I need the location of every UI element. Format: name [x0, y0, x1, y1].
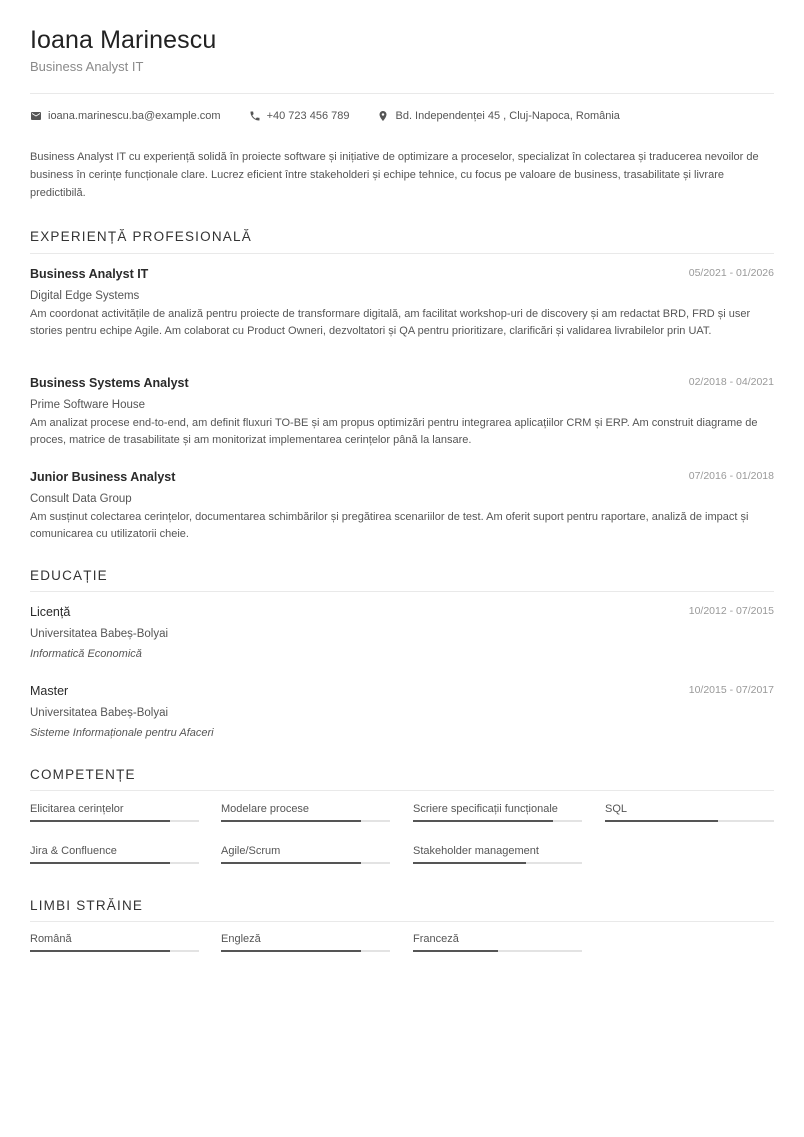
language-label: Română: [30, 933, 72, 945]
language-level-bar: [30, 950, 199, 952]
job-title: Business Systems Analyst: [30, 376, 189, 390]
education-field: Informatică Economică: [30, 648, 142, 660]
language-label: Franceză: [413, 933, 459, 945]
section-title-languages: LIMBI STRĂINE: [30, 898, 144, 913]
skill-label: SQL: [605, 803, 628, 815]
skill-item: [221, 845, 390, 857]
skill-label: Modelare procese: [221, 803, 310, 815]
location-pin-icon: [377, 110, 389, 122]
language-level-fill: [221, 950, 361, 952]
skill-item: [413, 803, 582, 815]
contact-phone-text: +40 723 456 789: [266, 110, 350, 122]
job-company: Consult Data Group: [30, 493, 132, 505]
section-divider-education: [30, 591, 774, 592]
skill-level-bar: [221, 862, 390, 864]
skill-level-bar: [605, 820, 774, 822]
skill-item: [413, 845, 582, 857]
language-item: [221, 933, 390, 945]
section-title-education: EDUCAȚIE: [30, 568, 108, 583]
skill-label: Scriere specificații funcționale: [413, 803, 558, 815]
job-description: Am coordonat activitățile de analiză pentru proiecte de transformare digitală, am facilitat workshop-uri de discovery și am redactat BRD, FRD și user stories pentru echipe Agile. Am colaborat cu Product Owneri, dezvoltatori și QA pentru prioritizare, clarificări și validarea livrabilelor prin UAT.: [30, 308, 751, 337]
skill-level-fill: [413, 862, 526, 864]
skill-level-fill: [221, 820, 361, 822]
language-label: Engleză: [221, 933, 261, 945]
skill-level-fill: [30, 820, 170, 822]
skill-item: [605, 803, 774, 815]
contact-email[interactable]: [30, 110, 221, 122]
experience-item: [30, 470, 774, 542]
skill-level-bar: [413, 862, 582, 864]
language-level-bar: [413, 950, 582, 952]
contact-bar: [30, 110, 648, 122]
skill-level-fill: [605, 820, 718, 822]
phone-icon: [249, 110, 261, 122]
job-description: Am susținut colectarea cerințelor, documentarea schimbărilor și pregătirea scenariilor de test. Am oferit suport pentru raportare, analiză de impact și comunicarea cu utilizatorii cheie.: [30, 511, 749, 540]
header-divider: [30, 93, 774, 94]
skill-label: Agile/Scrum: [221, 845, 281, 857]
skill-level-fill: [413, 820, 553, 822]
education-field: Sisteme Informaționale pentru Afaceri: [30, 727, 214, 739]
job-title: Business Analyst IT: [30, 267, 149, 281]
contact-email-text: ioana.marinescu.ba@example.com: [48, 110, 221, 122]
skill-level-bar: [30, 862, 199, 864]
skill-label: Jira & Confluence: [30, 845, 117, 857]
job-company: Digital Edge Systems: [30, 290, 140, 302]
language-level-fill: [413, 950, 498, 952]
contact-address: [377, 110, 619, 122]
skill-label: Elicitarea cerințelor: [30, 803, 124, 815]
candidate-title: Business Analyst IT: [30, 59, 144, 74]
mail-icon: [30, 110, 42, 122]
skill-label: Stakeholder management: [413, 845, 539, 857]
education-dates: 10/2015 - 07/2017: [688, 684, 774, 696]
skill-level-fill: [221, 862, 361, 864]
experience-item: [30, 376, 774, 448]
skill-level-fill: [30, 862, 170, 864]
education-item: [30, 605, 774, 660]
contact-phone[interactable]: [249, 110, 350, 122]
education-degree: Licență: [30, 605, 71, 619]
education-dates: 10/2012 - 07/2015: [688, 605, 774, 617]
education-degree: Master: [30, 684, 69, 698]
experience-item: [30, 267, 774, 339]
job-dates: 02/2018 - 04/2021: [688, 376, 774, 388]
education-school: Universitatea Babeș-Bolyai: [30, 628, 169, 640]
section-title-skills: COMPETENȚE: [30, 767, 136, 782]
skill-item: [221, 803, 390, 815]
skill-item: [30, 803, 199, 815]
skill-item: [30, 845, 199, 857]
language-item: [30, 933, 199, 945]
skill-level-bar: [221, 820, 390, 822]
contact-address-text: Bd. Independenței 45 , Cluj-Napoca, România: [395, 110, 620, 122]
section-divider-skills: [30, 790, 774, 791]
candidate-name: Ioana Marinescu: [30, 26, 217, 54]
section-divider-languages: [30, 921, 774, 922]
job-company: Prime Software House: [30, 399, 146, 411]
skill-level-bar: [30, 820, 199, 822]
section-title-experience: EXPERIENȚĂ PROFESIONALĂ: [30, 229, 252, 244]
job-title: Junior Business Analyst: [30, 470, 176, 484]
language-level-bar: [221, 950, 390, 952]
education-school: Universitatea Babeș-Bolyai: [30, 707, 169, 719]
education-item: [30, 684, 774, 739]
job-dates: 05/2021 - 01/2026: [688, 267, 774, 279]
job-description: Am analizat procese end-to-end, am definit fluxuri TO-BE și am propus optimizări pentru integrarea aplicațiilor CRM și ERP. Am construit diagrame de proces, matrice de trasabilitate și am monitorizat implementarea cerințelor până la lansare.: [30, 417, 758, 446]
language-item: [413, 933, 582, 945]
professional-summary: Business Analyst IT cu experiență solidă în proiecte software și inițiative de optimizare a proceselor, specializat în colectarea și traducerea nevoilor de business în cerințe funcționale clare. Lucrez eficient între stakeholderi și echipe tehnice, cu focus pe valoare de business, trasabilitate și livrare predictibilă.: [30, 151, 759, 199]
section-divider-experience: [30, 253, 774, 254]
job-dates: 07/2016 - 01/2018: [688, 470, 774, 482]
language-level-fill: [30, 950, 170, 952]
skill-level-bar: [413, 820, 582, 822]
